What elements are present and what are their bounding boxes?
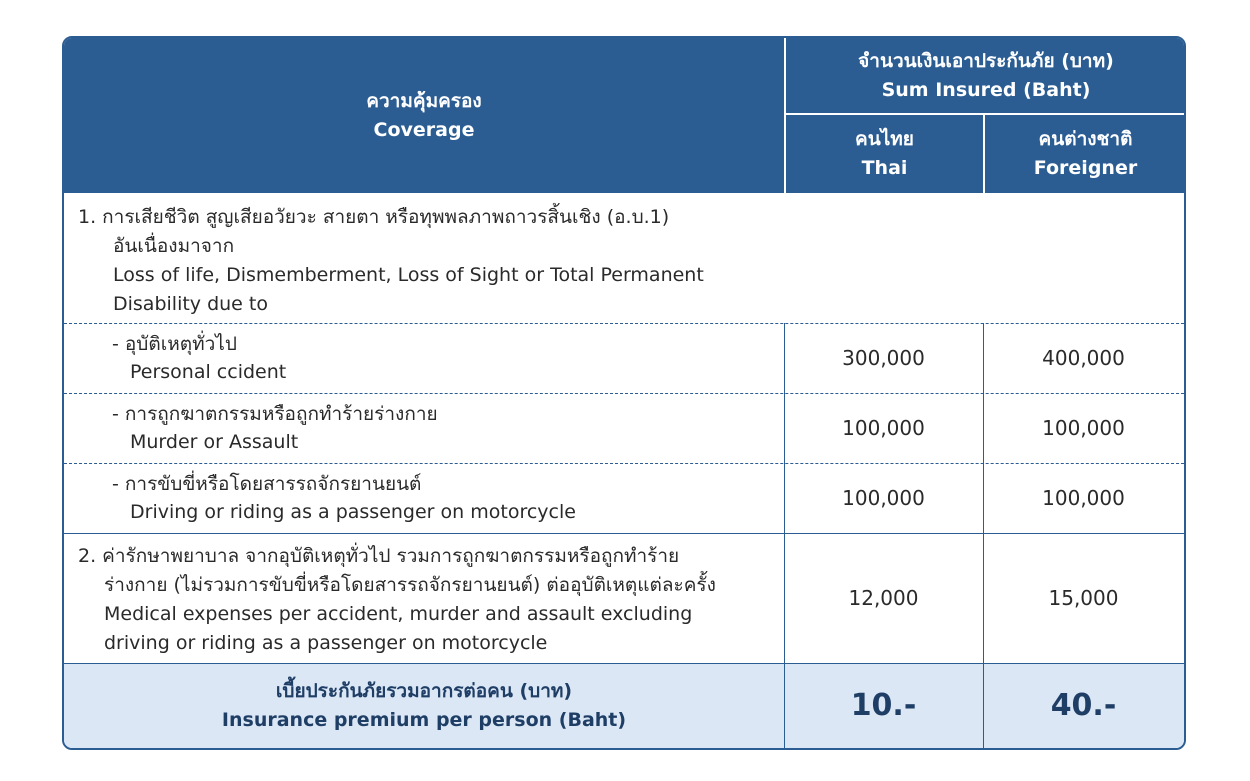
- thai-sum-value: 100,000: [842, 486, 925, 510]
- header-foreigner: [983, 115, 1186, 193]
- header-coverage-th: ความคุ้มครอง: [366, 89, 482, 112]
- row-label-th: - อุบัติเหตุทั่วไป: [112, 333, 237, 355]
- section-2-line-3: Medical expenses per accident, murder and assault excluding: [104, 603, 693, 625]
- thai-medical-value: 12,000: [848, 586, 919, 610]
- section-1-line-2: อันเนื่องมาจาก: [113, 235, 235, 257]
- table-row: [64, 323, 1184, 393]
- section-1-heading: [64, 193, 1184, 323]
- header-foreigner-en: Foreigner: [1033, 157, 1138, 179]
- header-sum-th: จำนวนเงินเอาประกันภัย (บาท): [858, 49, 1114, 72]
- section-1-line-1: 1. การเสียชีวิต สูญเสียอวัยวะ สายตา หรือทุพพลภาพถาวรสิ้นเชิง (อ.บ.1): [78, 206, 670, 228]
- header-thai: [784, 115, 983, 193]
- thai-sum-value: 300,000: [842, 346, 925, 370]
- section-2-row: [64, 533, 1184, 663]
- row-label-th: - การถูกฆาตกรรมหรือถูกทำร้ายร่างกาย: [112, 403, 438, 425]
- header-coverage-en: Coverage: [373, 118, 475, 141]
- thai-sum-value: 100,000: [842, 416, 925, 440]
- premium-label-th: เบี้ยประกันภัยรวมอากรต่อคน (บาท): [275, 679, 573, 702]
- row-label-en: Murder or Assault: [130, 431, 299, 453]
- foreigner-medical-value: 15,000: [1048, 586, 1119, 610]
- header-sum-en: Sum Insured (Baht): [881, 78, 1091, 101]
- row-label-en: Driving or riding as a passenger on motorcycle: [130, 501, 576, 523]
- insurance-coverage-table: [62, 36, 1186, 750]
- table-row: [64, 393, 1184, 463]
- table-row: [64, 463, 1184, 533]
- section-1-line-3: Loss of life, Dismemberment, Loss of Sight or Total Permanent: [113, 264, 704, 286]
- foreigner-sum-value: 100,000: [1042, 486, 1125, 510]
- premium-foreigner-value: 40.-: [1050, 688, 1117, 723]
- premium-label: [64, 663, 784, 748]
- section-1-line-4: Disability due to: [113, 293, 268, 315]
- foreigner-sum-value: 400,000: [1042, 346, 1125, 370]
- foreigner-sum-value: 100,000: [1042, 416, 1125, 440]
- row-label-en: Personal ccident: [130, 361, 287, 383]
- section-2-line-1: 2. ค่ารักษาพยาบาล จากอุบัติเหตุทั่วไป รวมการถูกฆาตกรรมหรือถูกทำร้าย: [78, 545, 680, 567]
- header-thai-en: Thai: [861, 157, 908, 179]
- row-label-th: - การขับขี่หรือโดยสารรถจักรยานยนต์: [112, 473, 422, 495]
- header-sum-insured: [784, 38, 1186, 115]
- section-2-line-4: driving or riding as a passenger on motorcycle: [104, 632, 548, 654]
- section-2-line-2: ร่างกาย (ไม่รวมการขับขี่หรือโดยสารรถจักรยานยนต์) ต่ออุบัติเหตุแต่ละครั้ง: [104, 574, 716, 596]
- premium-thai-value: 10.-: [850, 688, 917, 723]
- premium-row: [64, 663, 1184, 748]
- header-foreigner-th: คนต่างชาติ: [1038, 128, 1133, 150]
- header-thai-th: คนไทย: [855, 128, 914, 150]
- premium-label-en: Insurance premium per person (Baht): [221, 708, 627, 731]
- header-coverage: [64, 38, 784, 193]
